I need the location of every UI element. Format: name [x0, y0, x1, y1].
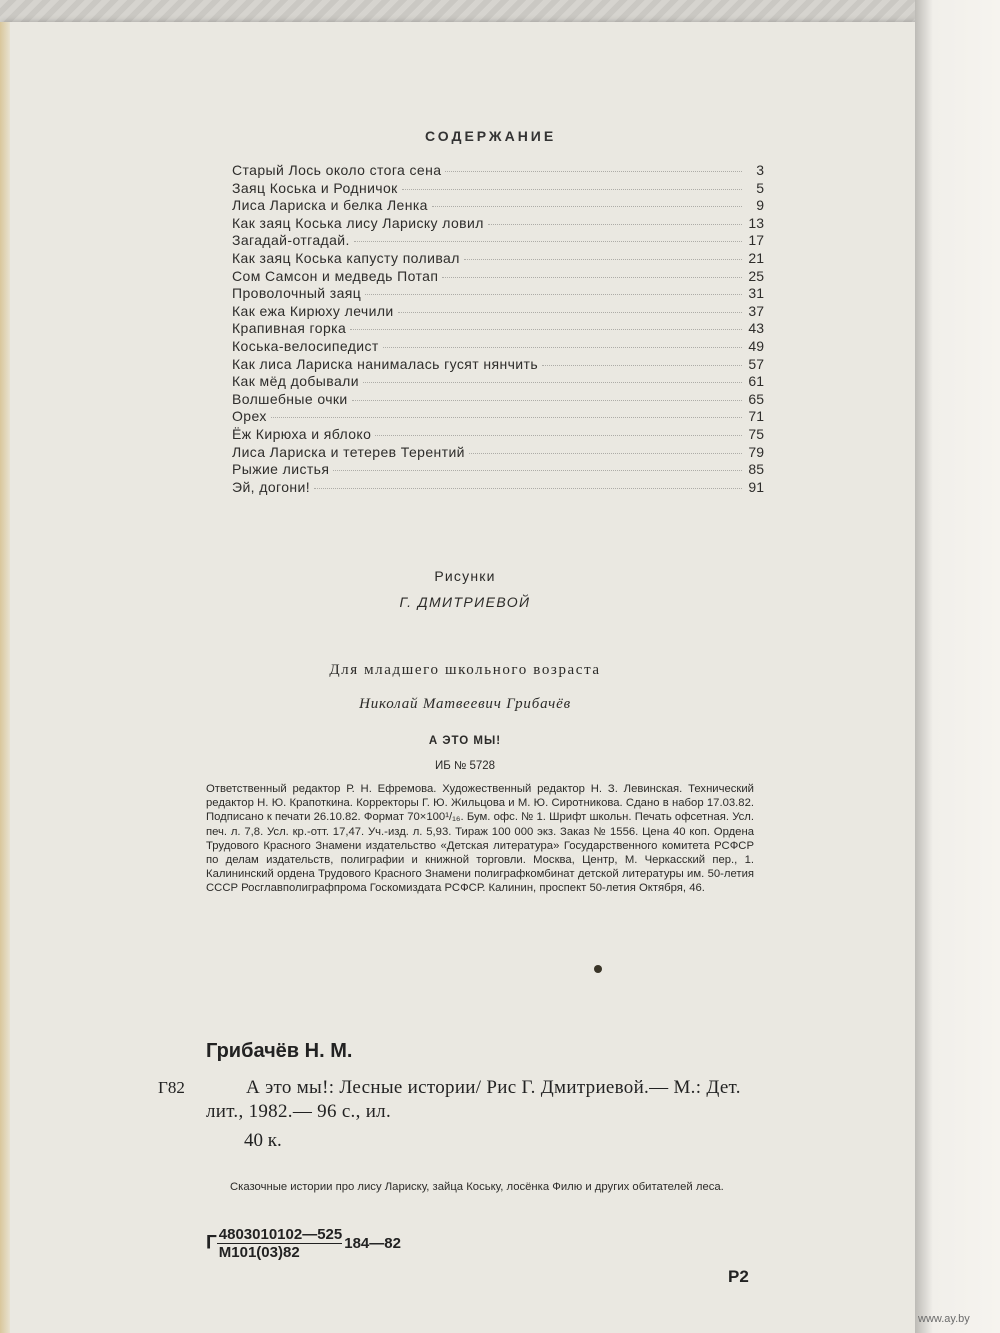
- watermark: www.ay.by: [918, 1313, 970, 1325]
- toc-item-title: Ёж Кирюха и яблоко: [232, 425, 372, 442]
- toc-item-title: Сом Самсон и медведь Потап: [232, 267, 439, 284]
- toc-item-page: 21: [748, 249, 764, 266]
- toc-item-title: Волшебные очки: [232, 390, 348, 407]
- imprint-text: Ответственный редактор Р. Н. Ефремова. Художественный редактор Н. З. Левинская. Технический редактор Н. Ю. Крапоткина. Корректоры Г. Ю. Жильцова и М. Ю. Сиротникова. Сдано в набор 17.03.82. Подписано к печати 26.10.82. Формат 70×100¹/₁₆. Бум. офс. № 1. Шрифт школьн. Печать офсетная. Усл. печ. л. 7,8. Усл. кр.-отт. 17,47. Уч.-изд. л. 5,93. Тираж 100 000 экз. Заказ № 1556. Цена 40 коп. Ордена Трудового Красного Знамени издательство «Детская литература» Государственного комитета РСФСР по делам издательств, полиграфии и книжной торговли. Москва, Центр, М. Черкасский пер., 1. Калининский ордена Трудового Красного Знамени полиграфкомбинат детской литературы им. 50-летия СССР Росглавполиграфпрома Госкомиздата РСФСР. Калинин, проспект 50-летия Октября, 46.: [206, 783, 754, 895]
- catalog-price: 40 к.: [244, 1130, 282, 1151]
- toc-item: [232, 268, 764, 286]
- toc-leader-dots: [350, 329, 742, 330]
- toc-leader-dots: [542, 365, 742, 366]
- toc-item-page: 71: [748, 408, 764, 425]
- toc-item-page: 25: [748, 267, 764, 284]
- toc-leader-dots: [488, 224, 742, 225]
- catalog-index: [206, 1226, 401, 1261]
- toc-item-title: Орех: [232, 408, 267, 425]
- toc-item-page: 49: [748, 337, 764, 354]
- catalog-annotation: Сказочные истории про лису Лариску, зайца Коську, лосёнка Филю и других обитателей леса.: [230, 1181, 724, 1193]
- toc-leader-dots: [432, 206, 742, 207]
- audience-note: Для младшего школьного возраста: [329, 662, 601, 678]
- toc-leader-dots: [469, 453, 742, 454]
- toc-item-title: Как ежа Кирюху лечили: [232, 302, 394, 319]
- toc-item-page: 43: [748, 320, 764, 337]
- toc-item-page: 31: [748, 285, 764, 302]
- author-full-name: Николай Матвеевич Грибачёв: [359, 696, 571, 712]
- table-of-contents: [232, 162, 764, 496]
- toc-item: [232, 479, 764, 497]
- illustrator-name: Г. ДМИТРИЕВОЙ: [399, 594, 531, 610]
- toc-item: [232, 408, 764, 426]
- toc-leader-dots: [383, 347, 742, 348]
- toc-leader-dots: [402, 189, 742, 190]
- toc-leader-dots: [464, 259, 742, 260]
- illustrations-label: Рисунки: [434, 568, 496, 584]
- toc-item-title: Как мёд добывали: [232, 373, 359, 390]
- toc-item: [232, 461, 764, 479]
- toc-item: [232, 232, 764, 250]
- toc-item: [232, 338, 764, 356]
- toc-item-title: Загадай-отгадай.: [232, 232, 350, 249]
- catalog-author: Грибачёв Н. М.: [206, 1040, 353, 1062]
- toc-item-page: 37: [748, 302, 764, 319]
- index-numerator: 4803010102—525: [218, 1226, 343, 1243]
- toc-item-title: Проволочный заяц: [232, 285, 362, 302]
- toc-item-title: Как заяц Коська капусту поливал: [232, 249, 460, 266]
- ib-number: ИБ № 5728: [434, 760, 496, 772]
- toc-item: [232, 180, 764, 198]
- contents-heading: СОДЕРЖАНИЕ: [425, 128, 557, 144]
- toc-item: [232, 250, 764, 268]
- index-suffix: 184—82: [344, 1235, 401, 1252]
- toc-leader-dots: [333, 470, 742, 471]
- toc-item-page: 13: [748, 214, 764, 231]
- index-letter: Г: [206, 1232, 217, 1254]
- toc-leader-dots: [398, 312, 742, 313]
- toc-item-page: 57: [748, 355, 764, 372]
- toc-item-page: 3: [756, 162, 764, 178]
- toc-item: [232, 373, 764, 391]
- toc-item-page: 91: [748, 478, 764, 495]
- toc-item-page: 5: [756, 179, 764, 196]
- catalog-description: А это мы!: Лесные истории/ Рис Г. Дмитриевой.— М.: Дет. лит., 1982.— 96 с., ил.: [206, 1077, 741, 1122]
- toc-item-title: Как заяц Коська лису Лариску ловил: [232, 214, 484, 231]
- toc-leader-dots: [354, 241, 742, 242]
- toc-leader-dots: [352, 400, 742, 401]
- toc-item-page: 9: [756, 197, 764, 214]
- toc-item: [232, 426, 764, 444]
- toc-item-page: 75: [748, 425, 764, 442]
- toc-item-title: Эй, догони!: [232, 478, 311, 495]
- toc-item: [232, 391, 764, 409]
- toc-item: [232, 303, 764, 321]
- toc-item-title: Как лиса Лариска нанималась гусят нянчить: [232, 355, 539, 372]
- toc-item-title: Старый Лось около стога сена: [232, 162, 442, 178]
- toc-item-page: 65: [748, 390, 764, 407]
- book-title: А ЭТО МЫ!: [428, 735, 502, 747]
- index-fraction: [217, 1226, 342, 1261]
- toc-item: [232, 197, 764, 215]
- toc-item: [232, 162, 764, 180]
- toc-leader-dots: [363, 382, 742, 383]
- toc-item: [232, 285, 764, 303]
- toc-item: [232, 356, 764, 374]
- toc-leader-dots: [314, 488, 742, 489]
- ink-speck: [594, 965, 602, 973]
- toc-item: [232, 444, 764, 462]
- index-denominator: М101(03)82: [218, 1244, 300, 1261]
- toc-leader-dots: [271, 417, 742, 418]
- toc-item-title: Заяц Коська и Родничок: [232, 179, 398, 196]
- catalog-code: Г82: [158, 1078, 185, 1097]
- toc-item-title: Коська-велосипедист: [232, 337, 379, 354]
- toc-item-page: 17: [748, 232, 764, 249]
- toc-leader-dots: [445, 171, 742, 172]
- toc-item-title: Лиса Лариска и тетерев Терентий: [232, 443, 465, 460]
- toc-item-title: Рыжие листья: [232, 461, 330, 478]
- toc-leader-dots: [375, 435, 742, 436]
- toc-leader-dots: [442, 277, 742, 278]
- toc-item-page: 85: [748, 461, 764, 478]
- toc-item-title: Лиса Лариска и белка Ленка: [232, 197, 428, 214]
- toc-item-page: 61: [748, 373, 764, 390]
- toc-item-page: 79: [748, 443, 764, 460]
- toc-item-title: Крапивная горка: [232, 320, 347, 337]
- toc-leader-dots: [365, 294, 742, 295]
- classification-mark: Р2: [728, 1267, 749, 1286]
- toc-item: [232, 320, 764, 338]
- toc-item: [232, 215, 764, 233]
